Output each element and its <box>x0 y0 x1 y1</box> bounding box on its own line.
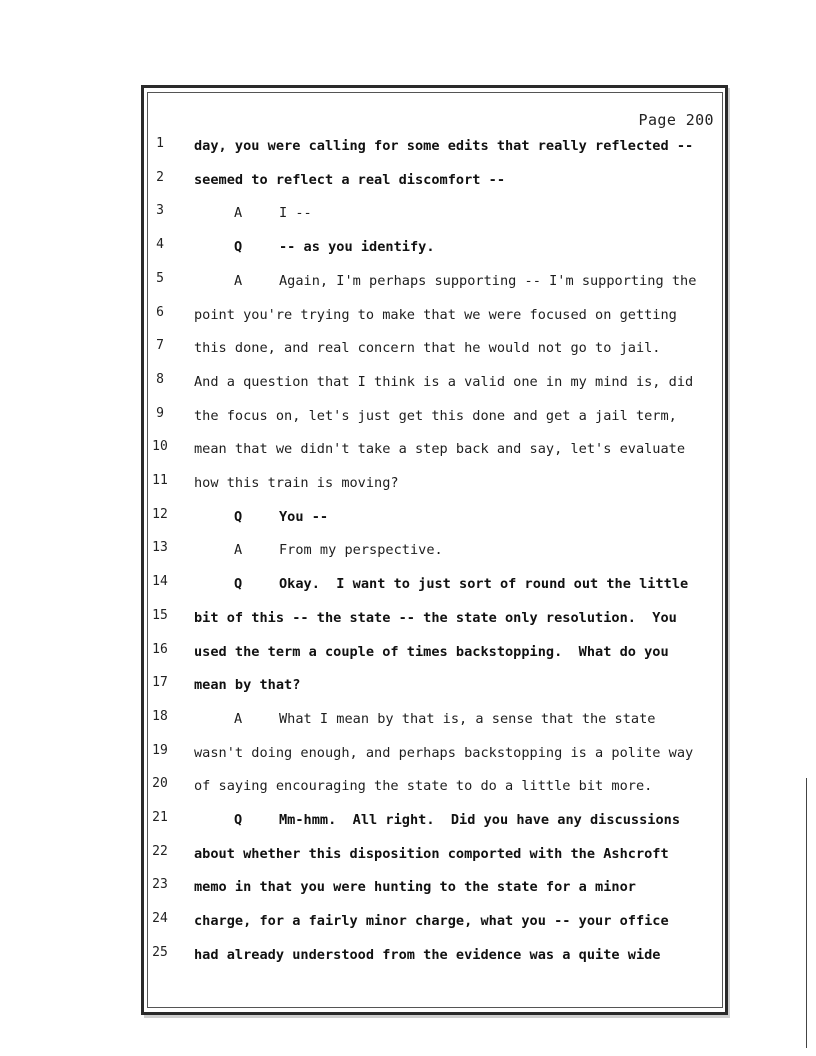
transcript-line <box>194 913 716 929</box>
line-number: 18 <box>152 708 168 724</box>
line-text: how this train is moving? <box>194 475 399 491</box>
transcript-line <box>194 812 716 828</box>
line-number: 17 <box>152 675 168 691</box>
speaker-label: Q <box>234 576 243 593</box>
transcript-line <box>194 509 716 525</box>
line-text: charge, for a fairly minor charge, what you -- your office <box>194 913 669 930</box>
line-number: 1 <box>156 136 164 151</box>
line-text: What I mean by that is, a sense that the state <box>279 710 656 727</box>
line-number: 20 <box>152 776 168 792</box>
line-number: 23 <box>152 877 168 893</box>
transcript-line <box>194 846 716 862</box>
line-text: Mm-hmm. All right. Did you have any discussions <box>279 812 681 828</box>
line-text: I -- <box>279 205 312 222</box>
line-text: point you're trying to make that we were focused on getting <box>194 306 677 323</box>
speaker-label: A <box>234 205 243 222</box>
line-text: mean by that? <box>194 677 301 694</box>
speaker-label: Q <box>234 812 243 828</box>
transcript-line <box>194 408 716 424</box>
speaker-label: A <box>234 542 243 559</box>
speaker-label: Q <box>234 508 243 525</box>
line-number: 11 <box>152 473 168 488</box>
transcript-line <box>194 745 716 761</box>
speaker-label: A <box>234 272 243 289</box>
line-number: 4 <box>156 237 164 253</box>
line-text: Again, I'm perhaps supporting -- I'm supporting the <box>279 272 697 289</box>
transcript-line <box>194 711 716 727</box>
transcript-line <box>194 307 716 323</box>
line-text: From my perspective. <box>279 542 443 559</box>
transcript-line <box>194 205 716 221</box>
line-number: 25 <box>152 944 168 960</box>
line-text: Okay. I want to just sort of round out the little <box>279 576 689 593</box>
line-number: 2 <box>156 169 164 185</box>
transcript-line <box>194 340 716 356</box>
transcript-line <box>194 610 716 626</box>
transcript-line <box>194 172 716 188</box>
line-text: had already understood from the evidence was a quite wide <box>194 946 661 963</box>
line-number: 6 <box>156 304 164 320</box>
line-number: 21 <box>152 810 168 825</box>
line-number: 15 <box>152 607 168 623</box>
line-text: day, you were calling for some edits that really reflected -- <box>194 138 694 154</box>
line-number: 3 <box>156 203 164 219</box>
transcript-line <box>194 273 716 289</box>
line-number: 13 <box>152 540 168 556</box>
transcript-line <box>194 947 716 963</box>
line-text: memo in that you were hunting to the state for a minor <box>194 879 636 896</box>
page-number: Page 200 <box>638 111 714 129</box>
line-number: 9 <box>156 405 164 421</box>
scan-edge-line <box>806 778 807 1048</box>
line-number: 10 <box>152 439 168 455</box>
transcript-line <box>194 677 716 693</box>
transcript-line <box>194 778 716 794</box>
line-text: about whether this disposition comported with the Ashcroft <box>194 845 669 862</box>
transcript-line <box>194 475 716 491</box>
line-text: mean that we didn't take a step back and say, let's evaluate <box>194 441 686 458</box>
transcript-line <box>194 576 716 592</box>
line-number: 14 <box>152 574 168 590</box>
transcript-line <box>194 441 716 457</box>
line-text: wasn't doing enough, and perhaps backstopping is a polite way <box>194 744 694 761</box>
line-number: 22 <box>152 843 168 859</box>
transcript-line <box>194 542 716 558</box>
line-number: 8 <box>156 371 164 387</box>
line-text: seemed to reflect a real discomfort -- <box>194 171 505 188</box>
transcript-line <box>194 239 716 255</box>
line-text: the focus on, let's just get this done and get a jail term, <box>194 407 677 424</box>
transcript-line <box>194 879 716 895</box>
line-text: And a question that I think is a valid one in my mind is, did <box>194 373 694 390</box>
speaker-label: A <box>234 710 243 727</box>
frame-shadow-right <box>728 88 730 1018</box>
line-number: 12 <box>152 506 168 522</box>
line-number: 7 <box>156 338 164 354</box>
transcript-line <box>194 374 716 390</box>
line-number: 19 <box>152 742 168 758</box>
line-number: 5 <box>156 270 164 286</box>
line-number: 24 <box>152 911 168 927</box>
frame-shadow-bottom <box>144 1015 730 1018</box>
transcript-line <box>194 138 716 154</box>
line-text: bit of this -- the state -- the state only resolution. You <box>194 609 677 626</box>
line-number: 16 <box>152 641 168 657</box>
transcript-line <box>194 644 716 660</box>
line-text: -- as you identify. <box>279 239 435 256</box>
line-text: You -- <box>279 508 329 525</box>
speaker-label: Q <box>234 239 243 256</box>
line-text: used the term a couple of times backstopping. What do you <box>194 643 669 660</box>
line-text: this done, and real concern that he would not go to jail. <box>194 340 661 357</box>
line-text: of saying encouraging the state to do a little bit more. <box>194 778 653 795</box>
